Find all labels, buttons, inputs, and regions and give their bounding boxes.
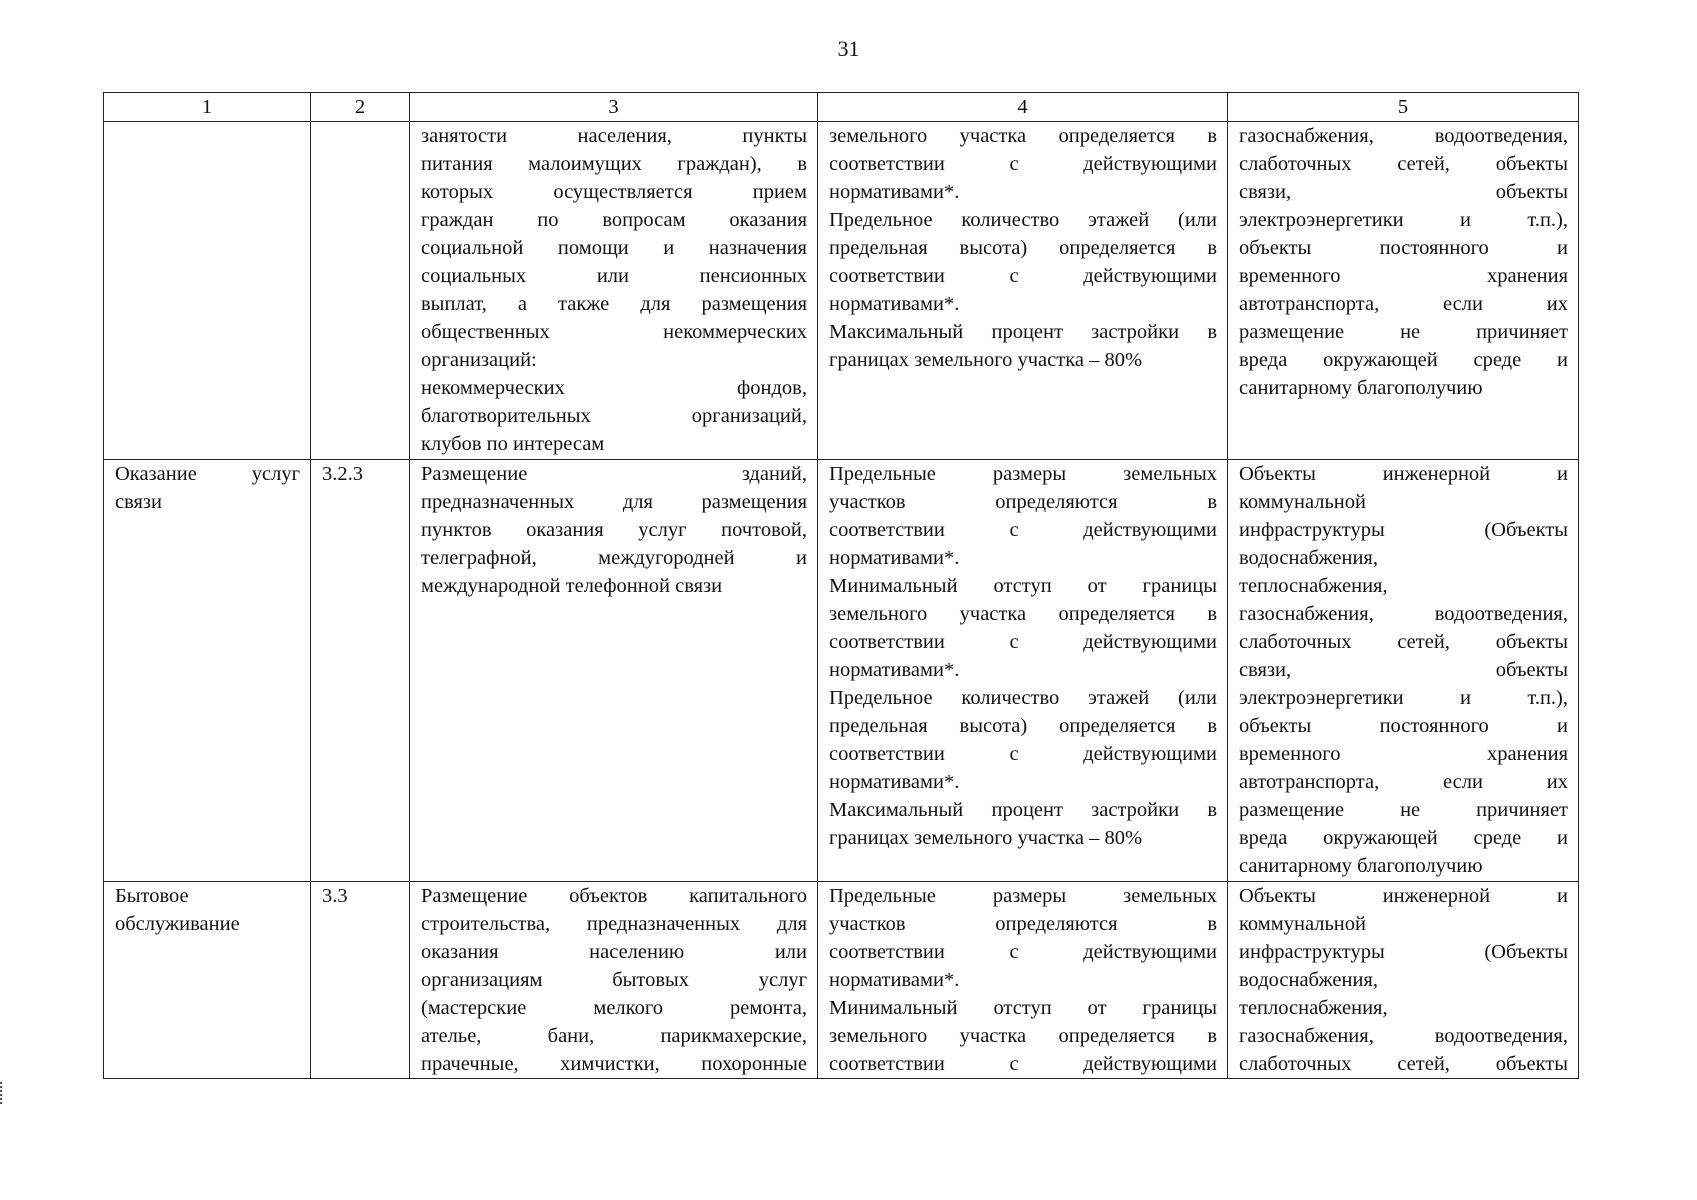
scan-edge-mark xyxy=(0,1082,5,1104)
cell-text-line: Предельное количество этажей (или xyxy=(829,209,1217,231)
cell-text-line: слаботочных сетей, объекты xyxy=(1239,630,1568,653)
cell-text-line: социальных или пенсионных xyxy=(421,265,807,287)
cell-text-line: водоснабжения, xyxy=(1239,968,1378,991)
cell-text-line: Максимальный процент застройки в xyxy=(829,798,1217,821)
cell-text-line: границах земельного участка – 80% xyxy=(829,349,1143,371)
cell-text-line: коммунальной xyxy=(1239,912,1366,935)
cell-text-line: земельного участка определяется в xyxy=(829,602,1217,625)
cell-text-line: (мастерские мелкого ремонта, xyxy=(421,996,807,1019)
cell-text-line: санитарному благополучию xyxy=(1239,377,1483,399)
zoning-table xyxy=(103,92,1579,1079)
cell-parameters xyxy=(818,881,1228,1078)
cell-text-line: соответствии с действующими xyxy=(829,518,1217,541)
cell-text-line: Предельное количество этажей (или xyxy=(829,686,1217,709)
cell-text-line: нормативами*. xyxy=(829,181,960,203)
table-row xyxy=(104,122,1579,460)
cell-text-line: связи xyxy=(115,490,163,513)
cell-text-line: электроэнергетики и т.п.), xyxy=(1239,209,1568,231)
cell-text-line: нормативами*. xyxy=(829,770,960,793)
cell-text-line: 3.2.3 xyxy=(322,462,363,485)
cell-text-line: слаботочных сетей, объекты xyxy=(1239,153,1568,175)
cell-text-line: Размещение зданий, xyxy=(421,462,807,485)
cell-text-line: временного хранения xyxy=(1239,742,1568,765)
cell-text-line: предельная высота) определяется в xyxy=(829,714,1217,737)
cell-text-line: Минимальный отступ от границы xyxy=(829,996,1217,1019)
cell-description xyxy=(410,122,818,460)
cell-text-line: размещение не причиняет xyxy=(1239,321,1568,343)
cell-text-line: соответствии с действующими xyxy=(829,265,1217,287)
cell-text-line: объекты постоянного и xyxy=(1239,237,1568,259)
cell-code xyxy=(311,122,410,460)
cell-text-line: некоммерческих фондов, xyxy=(421,377,807,399)
header-col-3: 3 xyxy=(410,93,818,122)
cell-text-line: Предельные размеры земельных xyxy=(829,884,1217,907)
cell-text-line: ателье, бани, парикмахерские, xyxy=(421,1024,807,1047)
cell-use-name xyxy=(104,881,311,1078)
cell-text-line: общественных некоммерческих xyxy=(421,321,807,343)
cell-text-line: обслуживание xyxy=(115,912,240,935)
cell-auxiliary-uses xyxy=(1228,122,1579,460)
cell-text-line: питания малоимущих граждан), в xyxy=(421,153,807,175)
cell-text-line: участков определяются в xyxy=(829,912,1217,935)
cell-code xyxy=(311,881,410,1078)
cell-text-line: Предельные размеры земельных xyxy=(829,462,1217,485)
cell-text-line: слаботочных сетей, объекты xyxy=(1239,1052,1568,1075)
header-col-4: 4 xyxy=(818,93,1228,122)
cell-text-line: строительства, предназначенных для xyxy=(421,912,807,935)
cell-text-line: инфраструктуры (Объекты xyxy=(1239,518,1568,541)
cell-text-line: газоснабжения, водоотведения, xyxy=(1239,1024,1568,1047)
cell-text-line: временного хранения xyxy=(1239,265,1568,287)
cell-code xyxy=(311,459,410,881)
header-col-1: 1 xyxy=(104,93,311,122)
cell-text-line: электроэнергетики и т.п.), xyxy=(1239,686,1568,709)
cell-auxiliary-uses xyxy=(1228,459,1579,881)
cell-text-line: соответствии с действующими xyxy=(829,940,1217,963)
cell-text-line: выплат, а также для размещения xyxy=(421,293,807,315)
cell-use-name xyxy=(104,459,311,881)
cell-text-line: водоснабжения, xyxy=(1239,546,1378,569)
cell-text-line: земельного участка определяется в xyxy=(829,125,1217,147)
cell-text-line: санитарному благополучию xyxy=(1239,854,1483,877)
cell-text-line: оказания населению или xyxy=(421,940,807,963)
cell-text-line: нормативами*. xyxy=(829,293,960,315)
cell-text-line: нормативами*. xyxy=(829,658,960,681)
cell-text-line: связи, объекты xyxy=(1239,658,1568,681)
cell-text-line: пунктов оказания услуг почтовой, xyxy=(421,518,807,541)
cell-text-line: автотранспорта, если их xyxy=(1239,293,1568,315)
cell-text-line: границах земельного участка – 80% xyxy=(829,826,1143,849)
cell-use-name xyxy=(104,122,311,460)
cell-text-line: организаций: xyxy=(421,349,537,371)
cell-text-line: Минимальный отступ от границы xyxy=(829,574,1217,597)
cell-text-line: объекты постоянного и xyxy=(1239,714,1568,737)
cell-text-line: международной телефонной связи xyxy=(421,574,723,597)
cell-text-line: Оказание услуг xyxy=(115,462,300,485)
cell-parameters xyxy=(818,122,1228,460)
cell-auxiliary-uses xyxy=(1228,881,1579,1078)
cell-text-line: 3.3 xyxy=(322,884,348,907)
cell-text-line: социальной помощи и назначения xyxy=(421,237,807,259)
cell-text-line: коммунальной xyxy=(1239,490,1366,513)
cell-text-line: автотранспорта, если их xyxy=(1239,770,1568,793)
cell-text-line: прачечные, химчистки, похоронные xyxy=(421,1052,807,1075)
cell-text-line: земельного участка определяется в xyxy=(829,1024,1217,1047)
cell-parameters xyxy=(818,459,1228,881)
cell-text-line: нормативами*. xyxy=(829,968,960,991)
cell-text-line: благотворительных организаций, xyxy=(421,405,807,427)
cell-text-line: соответствии с действующими xyxy=(829,153,1217,175)
cell-text-line: Размещение объектов капитального xyxy=(421,884,807,907)
cell-text-line: инфраструктуры (Объекты xyxy=(1239,940,1568,963)
cell-text-line: Бытовое xyxy=(115,884,189,907)
table-row xyxy=(104,459,1579,881)
cell-text-line: вреда окружающей среде и xyxy=(1239,349,1568,371)
cell-text-line: газоснабжения, водоотведения, xyxy=(1239,602,1568,625)
cell-text-line: газоснабжения, водоотведения, xyxy=(1239,125,1568,147)
cell-text-line: предназначенных для размещения xyxy=(421,490,807,513)
cell-text-line: соответствии с действующими xyxy=(829,1052,1217,1075)
cell-text-line: Объекты инженерной и xyxy=(1239,462,1568,485)
cell-text-line: которых осуществляется прием xyxy=(421,181,807,203)
cell-text-line: соответствии с действующими xyxy=(829,742,1217,765)
cell-text-line: предельная высота) определяется в xyxy=(829,237,1217,259)
cell-text-line: Максимальный процент застройки в xyxy=(829,321,1217,343)
header-col-2: 2 xyxy=(311,93,410,122)
cell-description xyxy=(410,881,818,1078)
table-row xyxy=(104,881,1579,1078)
cell-text-line: соответствии с действующими xyxy=(829,630,1217,653)
cell-text-line: размещение не причиняет xyxy=(1239,798,1568,821)
cell-text-line: граждан по вопросам оказания xyxy=(421,209,807,231)
cell-text-line: организациям бытовых услуг xyxy=(421,968,807,991)
header-col-5: 5 xyxy=(1228,93,1579,122)
cell-text-line: вреда окружающей среде и xyxy=(1239,826,1568,849)
cell-text-line: телеграфной, междугородней и xyxy=(421,546,807,569)
table-header-row xyxy=(104,93,1579,122)
cell-text-line: занятости населения, пункты xyxy=(421,125,807,147)
cell-description xyxy=(410,459,818,881)
cell-text-line: нормативами*. xyxy=(829,546,960,569)
cell-text-line: участков определяются в xyxy=(829,490,1217,513)
cell-text-line: связи, объекты xyxy=(1239,181,1568,203)
cell-text-line: теплоснабжения, xyxy=(1239,996,1388,1019)
cell-text-line: клубов по интересам xyxy=(421,433,605,455)
cell-text-line: Объекты инженерной и xyxy=(1239,884,1568,907)
page-number: 31 xyxy=(837,36,860,61)
cell-text-line: теплоснабжения, xyxy=(1239,574,1388,597)
